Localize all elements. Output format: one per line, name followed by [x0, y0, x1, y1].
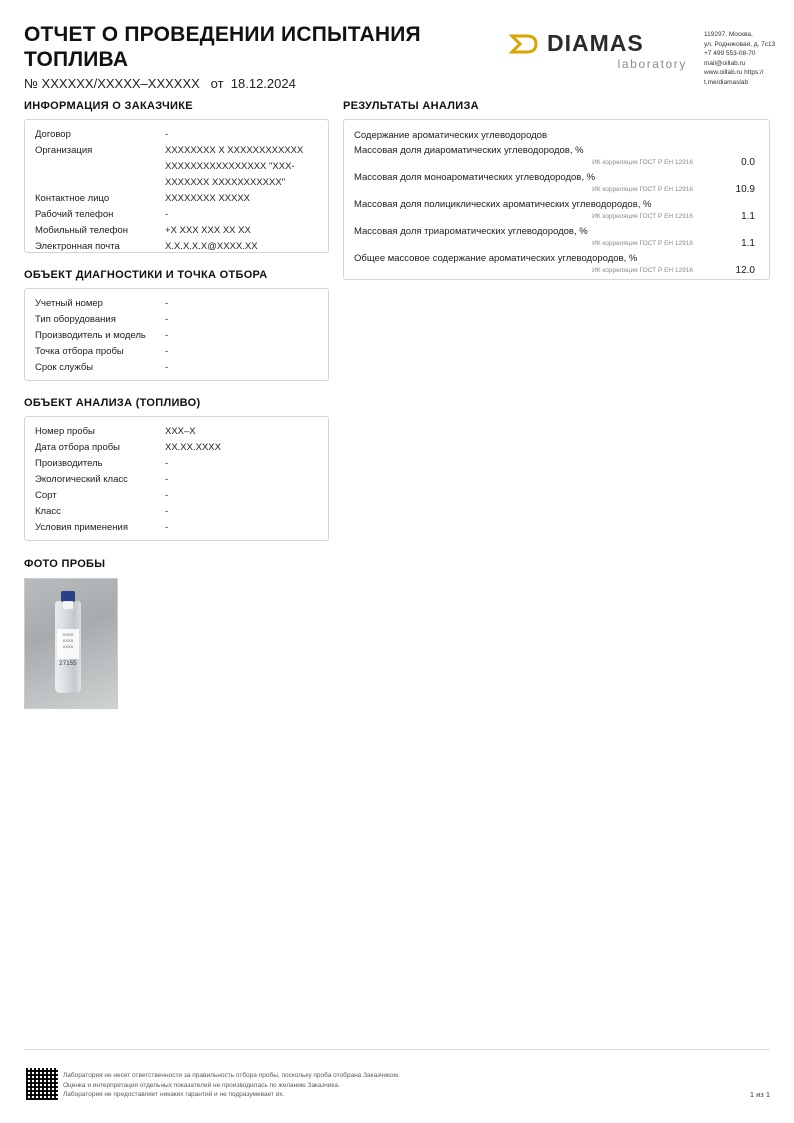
row-label: Номер пробы [35, 426, 95, 437]
table-row [25, 239, 328, 255]
table-row [25, 488, 328, 504]
row-label: Точка отбора пробы [35, 346, 124, 357]
result-row [354, 171, 759, 195]
results-group-header: Содержание ароматических углеводородов [354, 130, 548, 141]
diamas-logo-icon [509, 33, 539, 55]
row-value: - [165, 506, 169, 517]
row-value: - [165, 490, 169, 501]
table-row [25, 207, 328, 223]
section-title-results: РЕЗУЛЬТАТЫ АНАЛИЗА [343, 100, 479, 112]
result-method: ИК корреляция ГОСТ Р ЕН 12916 [592, 240, 693, 247]
footer-divider [24, 1049, 770, 1050]
row-value: +X XXX XXX XX XX [165, 225, 251, 236]
row-value: - [165, 522, 169, 533]
contact-phone: +7 499 553-08-70 [704, 50, 756, 57]
section-title-customer: ИНФОРМАЦИЯ О ЗАКАЗЧИКЕ [24, 100, 193, 112]
diagnostic-object-card [24, 288, 329, 381]
footer-line-1: Лаборатория не несет ответственности за правильность отбора пробы, поскольку проба отобрана Заказчиком. [63, 1072, 400, 1079]
row-label: Договор [35, 129, 71, 140]
row-value: - [165, 458, 169, 469]
result-label: Общее массовое содержание ароматических углеводородов, % [354, 253, 638, 264]
contact-email: mail@oillab.ru [704, 59, 746, 67]
table-row [25, 223, 328, 239]
qr-code-icon[interactable] [24, 1066, 60, 1102]
bottle-neck [63, 601, 73, 609]
row-value: - [165, 330, 169, 341]
result-label: Массовая доля диароматических углеводородов, % [354, 145, 584, 156]
page-title: ОТЧЕТ О ПРОВЕДЕНИИ ИСПЫТАНИЯ ТОПЛИВА [24, 23, 421, 71]
row-label: Класс [35, 506, 61, 517]
brand-subtitle: laboratory [617, 57, 687, 71]
bottle-label: XXXX XXXX XXXX [57, 629, 79, 659]
bottle-number: 27155 [59, 661, 77, 667]
table-row [25, 296, 328, 312]
section-title-diagnostic-object: ОБЪЕКТ ДИАГНОСТИКИ И ТОЧКА ОТБОРА [24, 269, 268, 281]
page-number: 1 из 1 [749, 1090, 770, 1099]
row-label: Мобильный телефон [35, 225, 128, 236]
row-label: Условия применения [35, 522, 128, 533]
row-value: XXX–X [165, 426, 196, 437]
customer-info-card [24, 119, 329, 253]
table-row [25, 520, 328, 536]
contact-website: www.oillab.ru https:// [704, 69, 764, 76]
result-row [354, 144, 759, 168]
row-label: Рабочий телефон [35, 209, 114, 220]
table-row [25, 424, 328, 440]
result-value: 0.0 [741, 157, 755, 168]
result-value: 1.1 [741, 211, 755, 222]
result-label: Массовая доля полициклических ароматических углеводородов, % [354, 199, 652, 210]
result-row [354, 198, 759, 222]
table-row [25, 456, 328, 472]
row-value: XX.XX.XXXX [165, 442, 221, 453]
row-value: - [165, 346, 169, 357]
result-value: 12.0 [735, 265, 755, 276]
document-number: № XXXXXX/XXXXX–XXXXXX от 18.12.2024 [24, 76, 296, 91]
result-method: ИК корреляция ГОСТ Р ЕН 12916 [592, 267, 693, 274]
table-row [25, 344, 328, 360]
result-label: Массовая доля триароматических углеводородов, % [354, 226, 588, 237]
document-header [24, 22, 776, 96]
section-title-photo: ФОТО ПРОБЫ [24, 558, 106, 570]
brand-name: DIAMAS [547, 30, 644, 56]
row-label: Учетный номер [35, 298, 103, 309]
contact-line-1: 119297, Москва, [704, 31, 753, 38]
row-value: - [165, 209, 169, 220]
row-label: Дата отбора пробы [35, 442, 121, 453]
row-value: - [165, 362, 169, 373]
table-row [25, 127, 328, 143]
row-label: Срок службы [35, 362, 94, 373]
table-row [25, 504, 328, 520]
sample-photo [24, 578, 118, 709]
row-label: Экологический класс [35, 474, 128, 485]
table-row [25, 472, 328, 488]
row-value: XXXXXXXX XXXXX [165, 193, 251, 204]
table-row [25, 440, 328, 456]
footer-line-2: Оценка и интерпретация отдельных показателей не производилась по желанию Заказчика. [63, 1081, 340, 1089]
result-value: 10.9 [735, 184, 755, 195]
row-label: Производитель и модель [35, 330, 146, 341]
result-method: ИК корреляция ГОСТ Р ЕН 12916 [592, 159, 693, 166]
contact-line-2: ул. Родниковая, д. 7с13 [704, 40, 776, 48]
analysis-results-card [343, 119, 770, 280]
table-row [25, 312, 328, 328]
footer-disclaimer [63, 1071, 623, 1100]
row-value: - [165, 129, 169, 140]
row-label: Контактное лицо [35, 193, 110, 204]
analysis-object-card [24, 416, 329, 541]
row-value: - [165, 474, 169, 485]
section-title-analysis-object: ОБЪЕКТ АНАЛИЗА (ТОПЛИВО) [24, 397, 201, 409]
table-row [25, 143, 328, 191]
result-method: ИК корреляция ГОСТ Р ЕН 12916 [592, 186, 693, 193]
row-value: X.X.X.X.X@XXXX.XX [165, 241, 258, 252]
result-row [354, 252, 759, 276]
contact-info [704, 30, 794, 87]
brand-logo [509, 32, 689, 71]
table-row [25, 360, 328, 376]
table-row [25, 328, 328, 344]
footer-line-3: Лаборатория не предоставляет никаких гарантий и не подразумевает их. [63, 1091, 285, 1098]
row-label: Сорт [35, 490, 57, 501]
result-row [354, 225, 759, 249]
result-method: ИК корреляция ГОСТ Р ЕН 12916 [592, 213, 693, 220]
row-label: Организация [35, 145, 93, 156]
result-value: 1.1 [741, 238, 755, 249]
row-label: Тип оборудования [35, 314, 116, 325]
result-label: Массовая доля моноароматических углеводородов, % [354, 172, 596, 183]
table-row [25, 191, 328, 207]
row-value: - [165, 298, 169, 309]
sample-bottle-image [55, 601, 81, 693]
contact-telegram: t.me/diamaslab [704, 78, 749, 86]
row-value: - [165, 314, 169, 325]
row-label: Электронная почта [35, 241, 120, 252]
row-label: Производитель [35, 458, 103, 469]
row-value: XXXXXXXX X XXXXXXXXXXXX XXXXXXXXXXXXXXXX "XXX-XXXXXXX XXXXXXXXXXX" [165, 145, 304, 188]
